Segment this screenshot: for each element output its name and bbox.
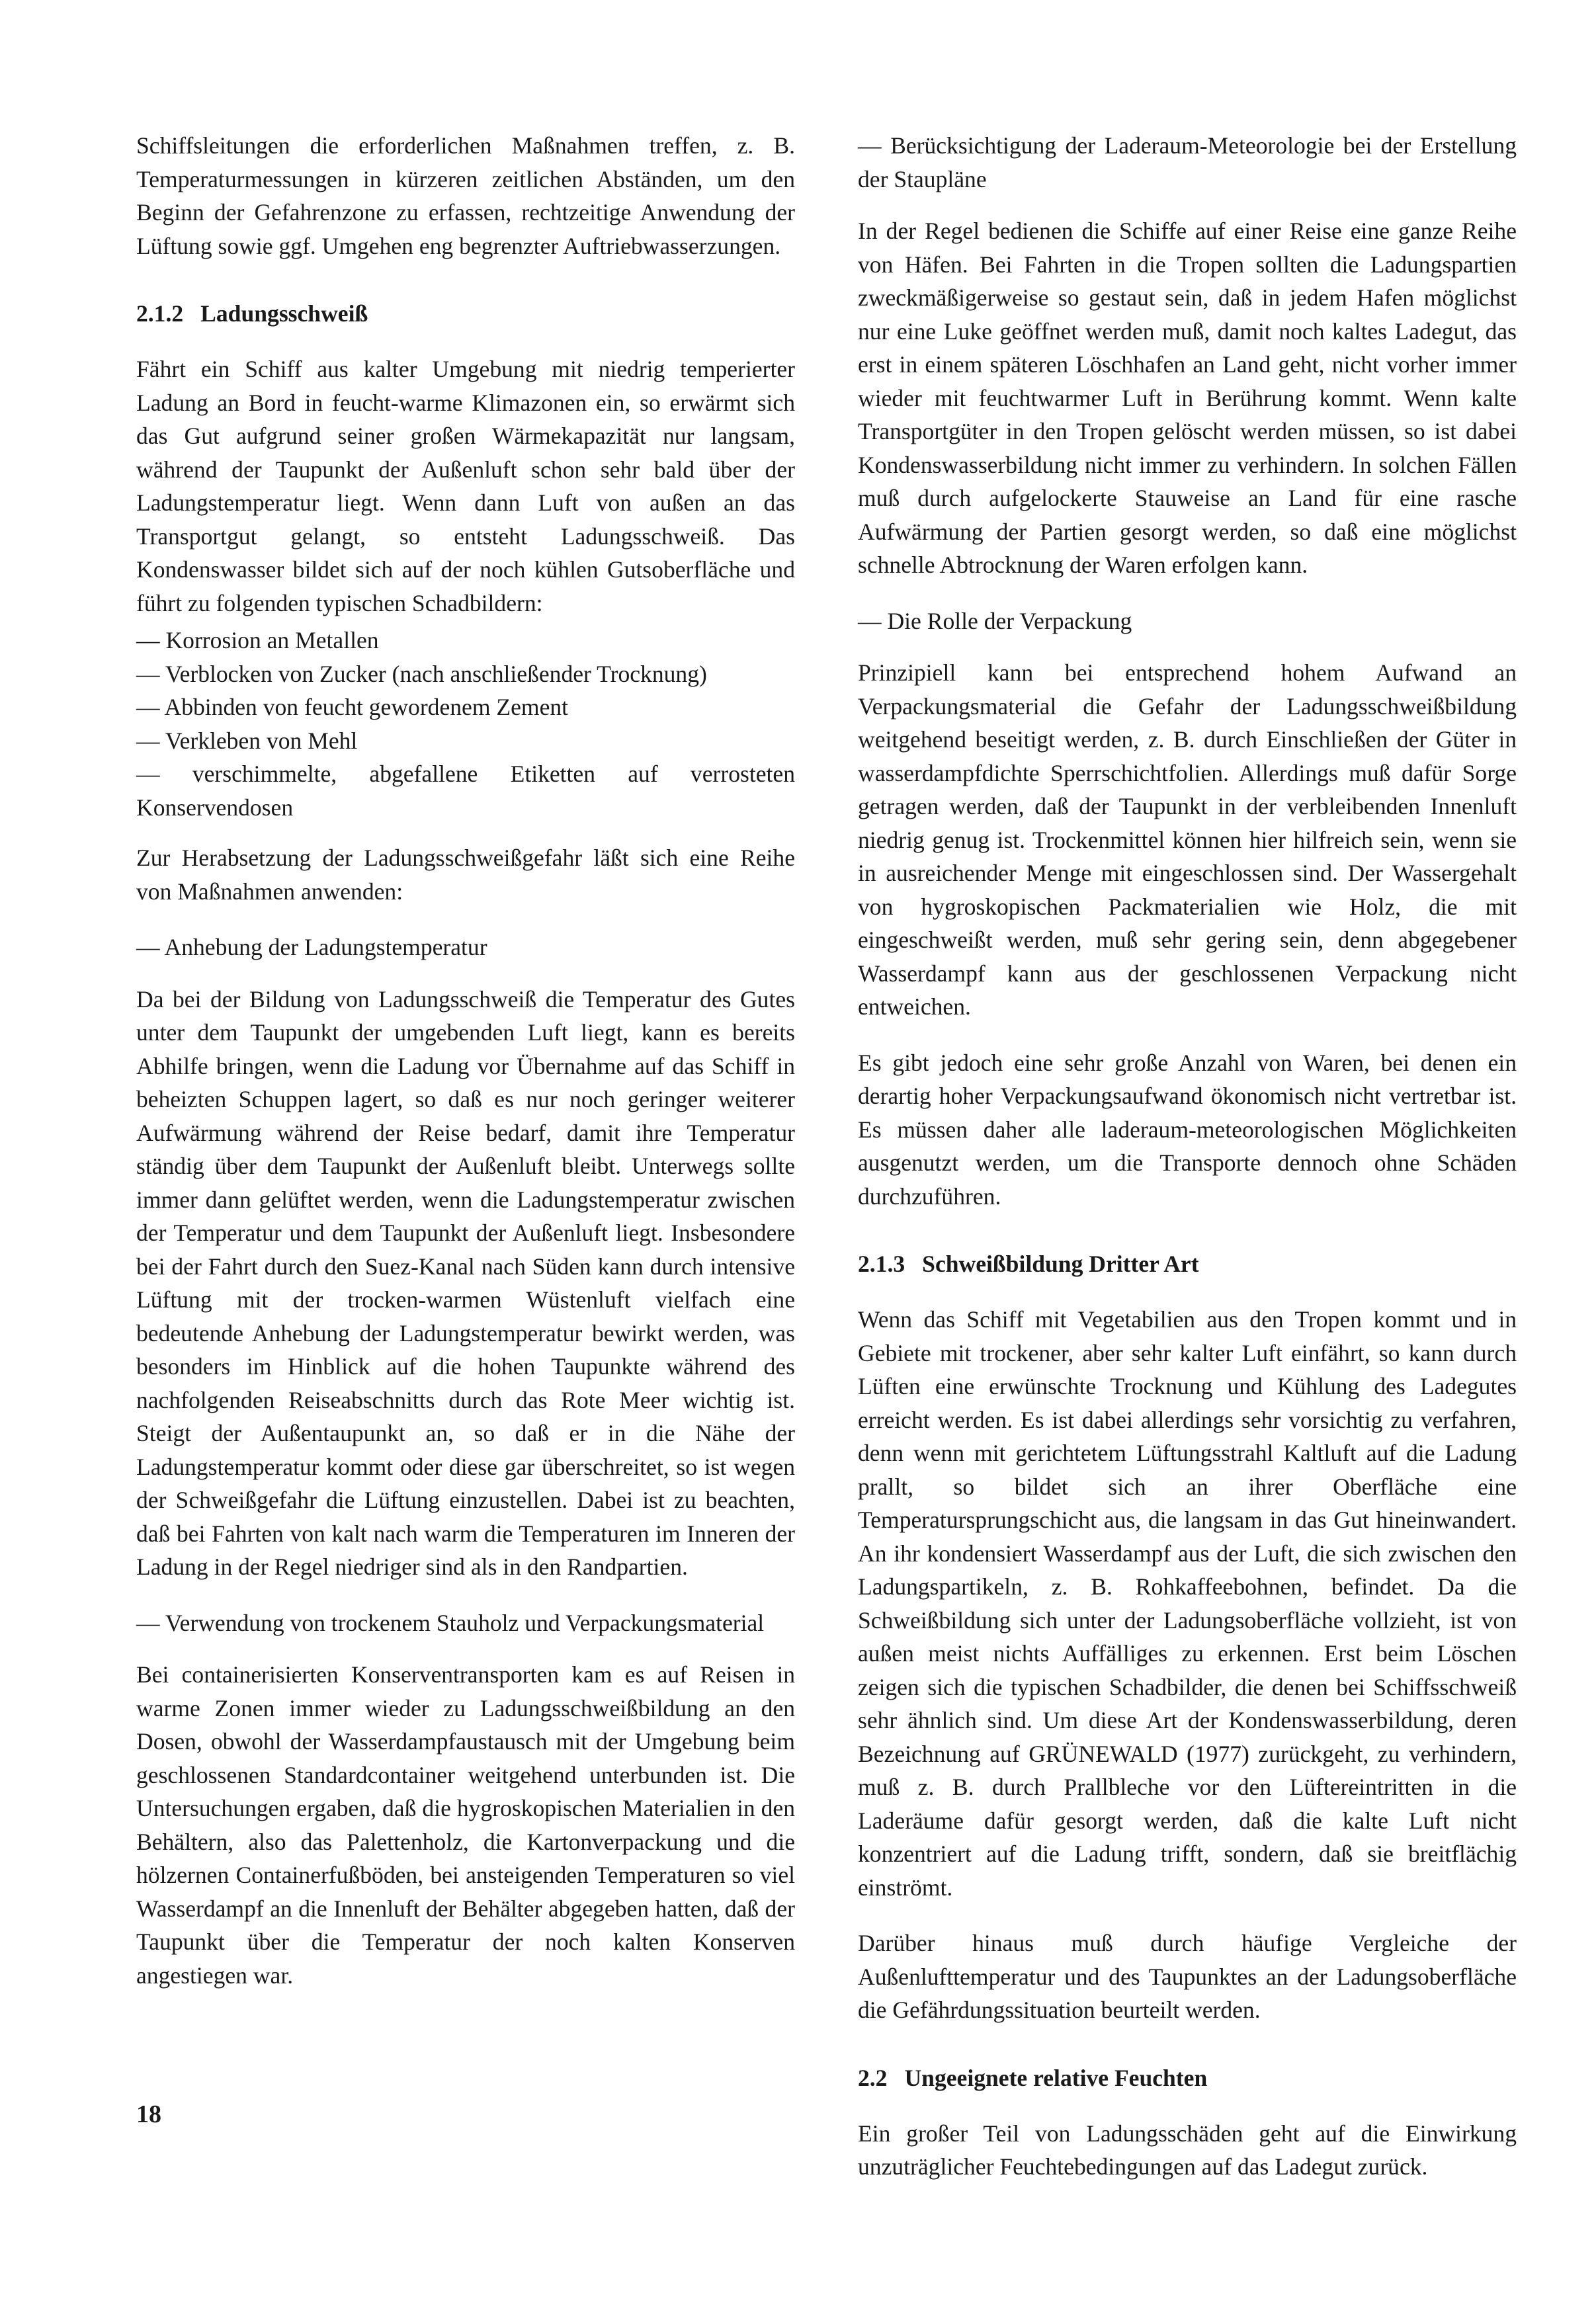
paragraph-containers: Bei containerisierten Konserventransporten kam es auf Reisen in warme Zonen immer wieder zu Ladungsschweißbildung an den Dosen, obwohl der Wasserdampfaustausch mit der Umgebung beim geschlossenen Standardcontainer weitgehend unterbunden ist. Die Untersuchungen ergaben, daß die hygroskopischen Materialien in den Behältern, also das Palettenholz, die Kartonverpackung und die hölzernen Containerfußböden, bei ansteigenden Temperaturen so viel Wasserdampf an die Innenluft der Behälter abgegeben hatten, daß der Taupunkt über die Temperatur der noch kalten Konserven angestiegen war. xyxy=(136,1661,795,1989)
left-column xyxy=(136,129,795,2014)
paragraph-comparison: Darüber hinaus muß durch häufige Vergleiche der Außenlufttemperatur und des Taupunktes an der Ladungsoberfläche die Gefährdungssituation beurteilt werden. xyxy=(858,1930,1517,2023)
section-heading-2-1-3 xyxy=(858,1247,1517,1280)
dash-heading-meteorologie: — Berücksichtigung der Laderaum-Meteorologie bei der Erstellung der Staupläne xyxy=(858,132,1517,192)
paragraph-ladungsschweiss-intro: Fährt ein Schiff aus kalter Umgebung mit niedrig temperierter Ladung an Bord in feucht-warme Klimazonen ein, so erwärmt sich das Gut aufgrund seiner großen Wärmekapazität nur langsam, während der Taupunkt der Außenluft schon sehr bald über der Ladungstemperatur liegt. Wenn dann Luft von außen an das Transportgut gelangt, so entsteht Ladungsschweiß. Das Kondenswasser bildet sich auf der noch kühlen Gutsoberfläche und führt zu folgenden typischen Schadbildern: xyxy=(136,356,795,616)
page-number: 18 xyxy=(136,2100,161,2128)
list-item: — Verkleben von Mehl xyxy=(136,727,358,754)
list-item: — verschimmelte, abgefallene Etiketten auf verrosteten Konservendosen xyxy=(136,761,795,821)
damage-list xyxy=(136,624,795,824)
section-number: 2.2 xyxy=(858,2064,888,2091)
dash-heading-verpackung: — Die Rolle der Verpackung xyxy=(858,607,1132,634)
section-title: Schweißbildung Dritter Art xyxy=(922,1251,1199,1277)
paragraph-humidity: Ein großer Teil von Ladungsschäden geht auf die Einwirkung unzuträglicher Feuchtebedingungen auf das Ladegut zurück. xyxy=(858,2120,1517,2180)
dash-heading-temperature: — Anhebung der Ladungstemperatur xyxy=(136,934,487,960)
section-number: 2.1.2 xyxy=(136,300,184,327)
paragraph-packaging: Prinzipiell kann bei entsprechend hohem Aufwand an Verpackungsmaterial die Gefahr der Ladungsschweißbildung weitgehend beseitigt werden, z. B. durch Einschließen der Güter in wasserdampfdichte Sperrschichtfolien. Allerdings muß dafür Sorge getragen werden, daß der Taupunkt in der verbleibenden Innenluft niedrig genug ist. Trockenmittel können hier hilfreich sein, wenn sie in ausreichender Menge mit eingeschlossen sind. Der Wassergehalt von hygroskopischen Packmaterialien wie Holz, die mit eingeschweißt werden, muß sehr gering sein, denn abgegebener Wasserdampf kann aus der geschlossenen Verpackung nicht entweichen. xyxy=(858,659,1517,1020)
section-number: 2.1.3 xyxy=(858,1251,905,1277)
list-item: — Abbinden von feucht gewordenem Zement xyxy=(136,694,569,720)
section-heading-2-2 xyxy=(858,2061,1517,2094)
paragraph-measures: Zur Herabsetzung der Ladungsschweißgefahr läßt sich eine Reihe von Maßnahmen anwenden: xyxy=(136,845,795,905)
dash-heading-stauholz: — Verwendung von trockenem Stauholz und Verpackungsmaterial xyxy=(136,1609,765,1636)
paragraph-third-kind: Wenn das Schiff mit Vegetabilien aus den Tropen kommt und in Gebiete mit trockener, aber sehr kalter Luft einfährt, so kann durch Lüften eine erwünschte Trocknung und Kühlung des Ladegutes erreicht werden. Es ist dabei allerdings sehr vorsichtig zu verfahren, denn wenn mit gerichtetem Lüftungsstrahl Kaltluft auf die Ladung prallt, so bildet sich an ihrer Oberfläche eine Temperatursprungschicht aus, die langsam in das Gut hineinwandert. An ihr kondensiert Wasserdampf aus der Luft, die sich zwischen den Ladungspartikeln, z. B. Rohkaffeebohnen, befindet. Da die Schweißbildung sich unter der Ladungsoberfläche vollzieht, ist von außen meist nichts Auffälliges zu erkennen. Erst beim Löschen zeigen sich die typischen Schadbilder, die denen bei Schiffsschweiß sehr ähnlich sind. Um diese Art der Kondenswasserbildung, deren Bezeichnung auf GRÜNEWALD (1977) zurückgeht, zu verhindern, muß z. B. durch Prallbleche vor den Lüftereintritten in die Laderäume dafür gesorgt werden, daß die kalte Luft nicht konzentriert auf die Ladung trifft, sondern, daß sie breitflächig einströmt. xyxy=(858,1306,1517,1901)
intro-paragraph: Schiffsleitungen die erforderlichen Maßnahmen treffen, z. B. Temperaturmessungen in kürzeren zeitlichen Abständen, um den Beginn der Gefahrenzone zu erfassen, rechtzeitige Anwendung der Lüftung sowie ggf. Umgehen eng begrenzter Auftriebwasserzungen. xyxy=(136,132,795,259)
paragraph-temperature: Da bei der Bildung von Ladungsschweiß die Temperatur des Gutes unter dem Taupunkt der umgebenden Luft liegt, kann es bereits Abhilfe bringen, wenn die Ladung vor Übernahme auf das Schiff in beheizten Schuppen lagert, so daß es nur noch geringer weiterer Aufwärmung während der Reise bedarf, damit ihre Temperatur ständig über dem Taupunkt der Außenluft bleibt. Unterwegs sollte immer dann gelüftet werden, wenn die Ladungstemperatur zwischen der Temperatur und dem Taupunkt der Außenluft liegt. Insbesondere bei der Fahrt durch den Suez-Kanal nach Süden kann durch intensive Lüftung mit der trocken-warmen Wüstenluft vielfach eine bedeutende Anhebung der Ladungstemperatur bewirkt werden, was besonders im Hinblick auf die hohen Taupunkte während des nachfolgenden Reiseabschnitts durch das Rote Meer wichtig ist. Steigt der Außentaupunkt an, so daß er in die Nähe der Ladungstemperatur kommt oder diese gar überschreitet, so ist wegen der Schweißgefahr die Lüftung einzustellen. Dabei ist zu beachten, daß bei Fahrten von kalt nach warm die Temperaturen im Inneren der Ladung in der Regel niedriger sind als in den Randpartien. xyxy=(136,985,795,1580)
section-heading-2-1-2 xyxy=(136,297,795,330)
paragraph-ports: In der Regel bedienen die Schiffe auf einer Reise eine ganze Reihe von Häfen. Bei Fahrten in die Tropen sollten die Ladungspartien zweckmäßigerweise so gestaut sein, daß in jedem Hafen möglichst nur eine Luke geöffnet werden muß, damit noch kaltes Ladegut, das erst in einem späteren Löschhafen an Land geht, nicht vorher immer wieder mit feuchtwarmer Luft in Berührung kommt. Wenn kalte Transportgüter in den Tropen gelöscht werden müssen, so ist dabei Kondenswasserbildung nicht immer zu verhindern. In solchen Fällen muß durch aufgelockerte Stauweise an Land für eine rasche Aufwärmung der Partien gesorgt werden, so daß eine möglichst schnelle Abtrocknung der Waren erfolgen kann. xyxy=(858,218,1517,578)
section-title: Ungeeignete relative Feuchten xyxy=(904,2064,1208,2091)
list-item: — Korrosion an Metallen xyxy=(136,627,379,653)
list-item: — Verblocken von Zucker (nach anschließender Trocknung) xyxy=(136,660,707,687)
right-column xyxy=(858,129,1517,2206)
section-title: Ladungsschweiß xyxy=(200,300,368,327)
paragraph-economics: Es gibt jedoch eine sehr große Anzahl von Waren, bei denen ein derartig hoher Verpackungsaufwand ökonomisch nicht vertretbar ist. Es müssen daher alle laderaum-meteorologischen Möglichkeiten ausgenutzt werden, um die Transporte dennoch ohne Schäden durchzuführen. xyxy=(858,1049,1517,1210)
